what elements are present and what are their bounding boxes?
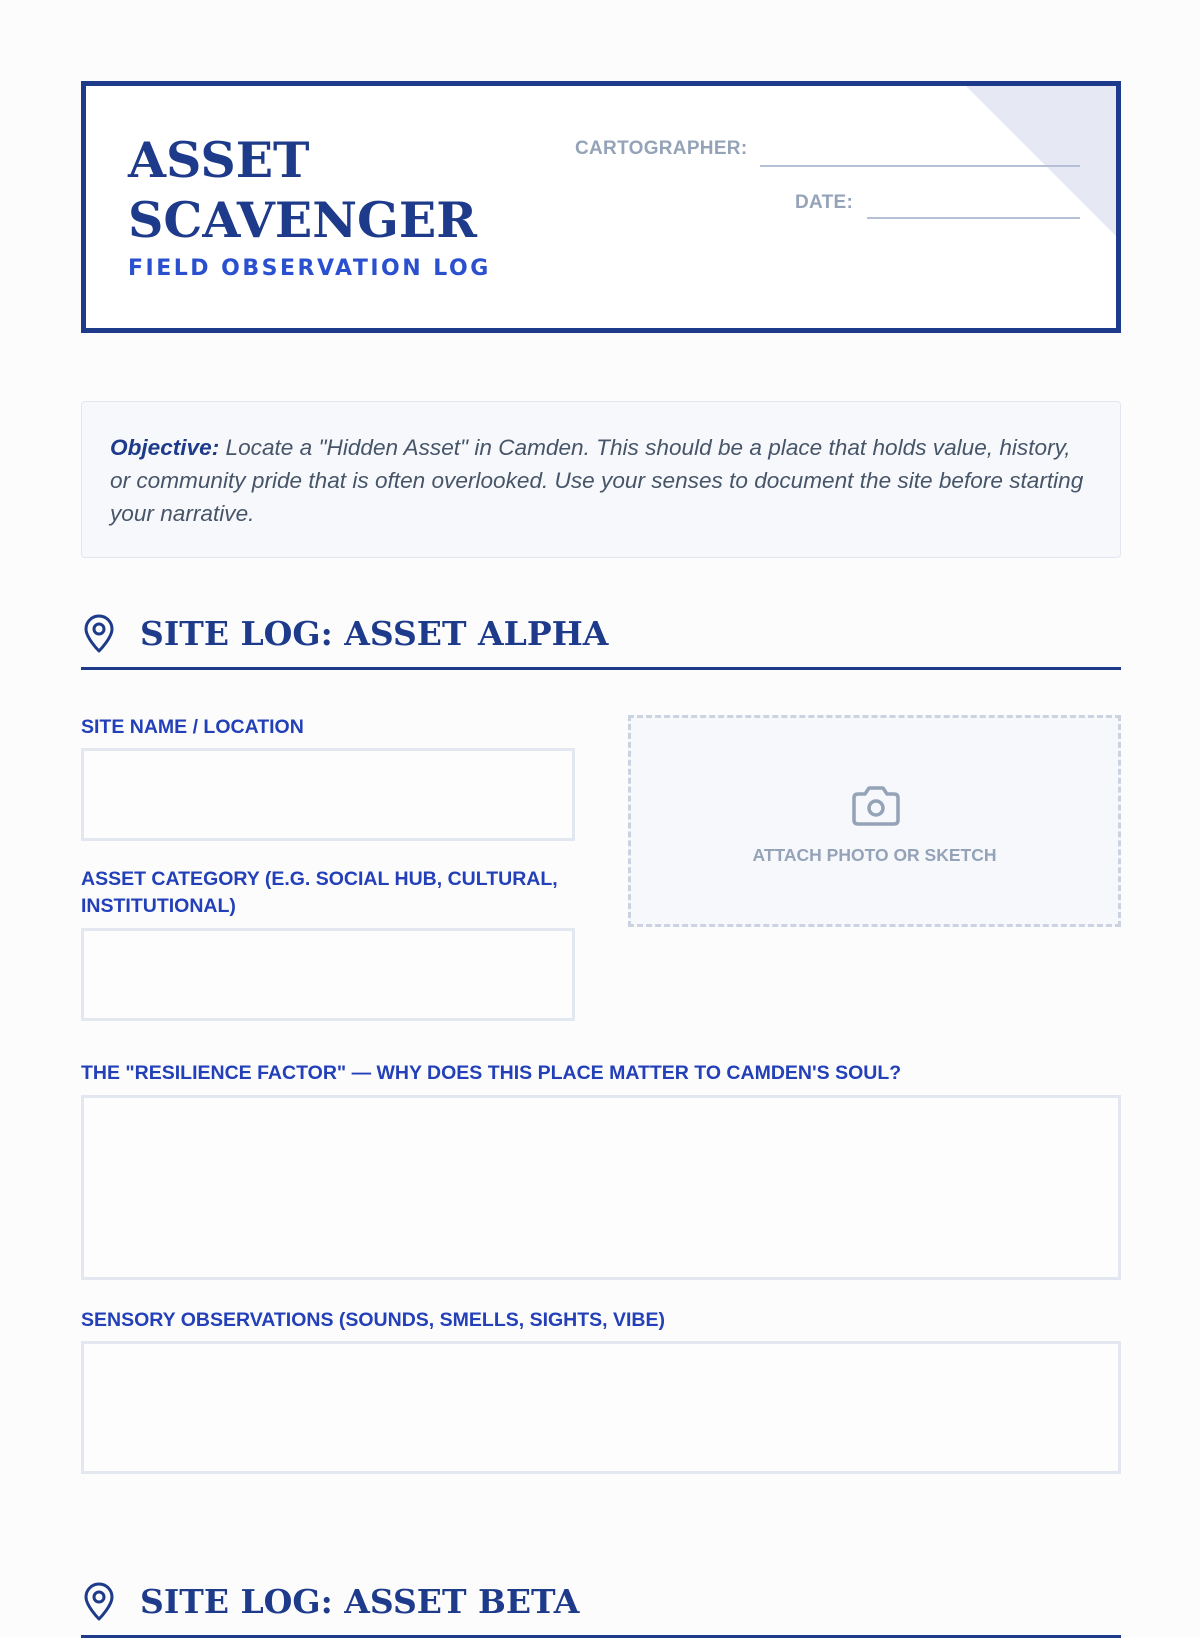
date-label: DATE:	[795, 192, 854, 213]
title-line-2: SCAVENGER	[128, 191, 477, 249]
resilience-factor-label: THE "RESILIENCE FACTOR" — WHY DOES THIS PLACE MATTER TO CAMDEN'S SOUL?	[81, 1062, 902, 1084]
header-card	[81, 81, 1121, 333]
page-title	[128, 130, 477, 250]
photo-upload-area[interactable]	[628, 715, 1121, 927]
objective-text: Locate a "Hidden Asset" in Camden. This should be a place that holds value, history, or community pride that is often overlooked. Use your senses to document the site before starting your narrative.	[110, 435, 1084, 526]
map-pin-icon	[81, 1582, 117, 1622]
sensory-observations-input[interactable]	[81, 1341, 1121, 1474]
objective-label: Objective:	[110, 435, 220, 460]
site-name-label: SITE NAME / LOCATION	[81, 716, 304, 738]
map-pin-icon	[81, 614, 117, 654]
cartographer-field[interactable]	[760, 165, 1080, 167]
date-field[interactable]	[867, 217, 1080, 219]
photo-upload-label: ATTACH PHOTO OR SKETCH	[752, 845, 997, 865]
section-title-beta: SITE LOG: ASSET BETA	[140, 1582, 580, 1621]
section-title-alpha: SITE LOG: ASSET ALPHA	[140, 614, 609, 653]
section-heading-beta	[81, 1582, 1121, 1638]
title-line-1: ASSET	[128, 131, 310, 189]
site-name-input[interactable]	[81, 748, 575, 841]
asset-category-input[interactable]	[81, 928, 575, 1021]
objective-box	[81, 401, 1121, 558]
asset-category-label: ASSET CATEGORY (E.G. SOCIAL HUB, CULTURAL, INSTITUTIONAL)	[81, 868, 558, 917]
sensory-observations-label: SENSORY OBSERVATIONS (SOUNDS, SMELLS, SIGHTS, VIBE)	[81, 1309, 666, 1331]
resilience-factor-input[interactable]	[81, 1095, 1121, 1280]
section-heading-alpha	[81, 614, 1121, 670]
camera-icon	[850, 784, 902, 828]
page-subtitle: FIELD OBSERVATION LOG	[128, 256, 491, 281]
header-corner-decoration	[966, 86, 1116, 236]
cartographer-label: CARTOGRAPHER:	[575, 138, 748, 159]
